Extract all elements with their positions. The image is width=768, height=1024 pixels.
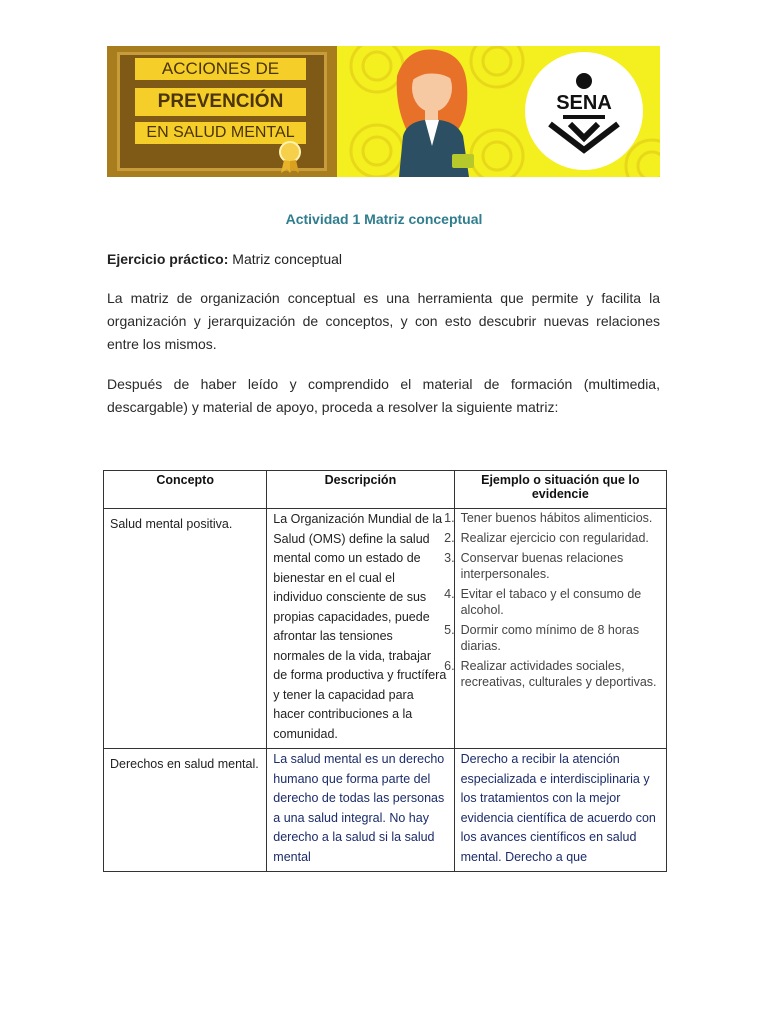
list-text: Conservar buenas relaciones interpersonales. bbox=[460, 551, 624, 581]
page-title: Actividad 1 Matriz conceptual bbox=[285, 211, 483, 227]
list-number: 6. bbox=[444, 659, 455, 673]
award-ribbon-icon bbox=[275, 140, 305, 174]
header-descripcion: Descripción bbox=[267, 471, 454, 509]
list-number: 1. bbox=[444, 511, 455, 525]
list-text: Tener buenos hábitos alimenticios. bbox=[460, 511, 653, 525]
banner-line-3: EN SALUD MENTAL bbox=[135, 122, 306, 144]
evidence-cell bbox=[444, 509, 666, 749]
intro-paragraph: La matriz de organización conceptual es una herramienta que permite y facilita la organización y jerarquización de conceptos, y con esto descubrir nuevas relaciones entre los mismos. bbox=[107, 290, 660, 352]
list-text: Realizar actividades sociales, recreativas, culturales y deportivas. bbox=[460, 659, 657, 689]
list-item bbox=[444, 622, 660, 654]
list-text: Realizar ejercicio con regularidad. bbox=[460, 531, 649, 545]
sena-logo-text: SENA bbox=[556, 92, 612, 114]
sena-logo bbox=[525, 52, 643, 170]
list-text: Evitar el tabaco y el consumo de alcohol. bbox=[460, 587, 642, 617]
exercise-label: Ejercicio práctico: bbox=[107, 251, 229, 267]
header-banner bbox=[107, 46, 660, 177]
evidence-list bbox=[444, 510, 660, 690]
list-number: 2. bbox=[444, 531, 455, 545]
banner-line-1: ACCIONES DE bbox=[135, 58, 306, 80]
table-row bbox=[104, 509, 667, 749]
list-number: 3. bbox=[444, 551, 455, 565]
list-number: 4. bbox=[444, 587, 455, 601]
list-item bbox=[444, 550, 660, 582]
woman-illustration bbox=[397, 50, 474, 177]
description-cell: La salud mental es un derecho humano que forma parte del derecho de todas las personas a una salud integral. No hay derecho a la salud si la salud mental bbox=[267, 749, 454, 872]
header-ejemplo: Ejemplo o situación que lo evidencie bbox=[454, 471, 666, 509]
concept-cell: Derechos en salud mental. bbox=[104, 749, 267, 872]
list-item bbox=[444, 586, 660, 618]
exercise-text: Matriz conceptual bbox=[228, 251, 342, 267]
list-text: Dormir como mínimo de 8 horas diarias. bbox=[460, 623, 640, 653]
certificate-frame bbox=[107, 46, 337, 177]
banner-line-2: PREVENCIÓN bbox=[135, 88, 306, 116]
instructions-paragraph: Después de haber leído y comprendido el material de formación (multimedia, descargable) y material de apoyo, proceda a resolver la siguiente matriz: bbox=[107, 376, 660, 415]
list-item bbox=[444, 530, 660, 546]
list-item bbox=[444, 510, 660, 526]
concept-cell: Salud mental positiva. bbox=[104, 509, 267, 749]
list-number: 5. bbox=[444, 623, 455, 637]
table-header-row bbox=[104, 471, 667, 509]
description-cell: La Organización Mundial de la Salud (OMS) define la salud mental como un estado de bienestar en el cual el individuo consciente de sus propias capacidades, puede afrontar las tensiones normales de la vida, trabajar de forma productiva y fructífera y tener la capacidad para hacer contribuciones a la comunidad. bbox=[267, 509, 454, 749]
header-concepto: Concepto bbox=[104, 471, 267, 509]
concept-matrix-table bbox=[103, 470, 667, 872]
exercise-line bbox=[107, 251, 342, 267]
table-row bbox=[104, 749, 667, 872]
list-item bbox=[444, 658, 660, 690]
evidence-cell: Derecho a recibir la atención especializada e interdisciplinaria y los tratamientos con la mejor evidencia científica de acuerdo con los avances científicos en salud mental. Derecho a que bbox=[454, 749, 666, 872]
